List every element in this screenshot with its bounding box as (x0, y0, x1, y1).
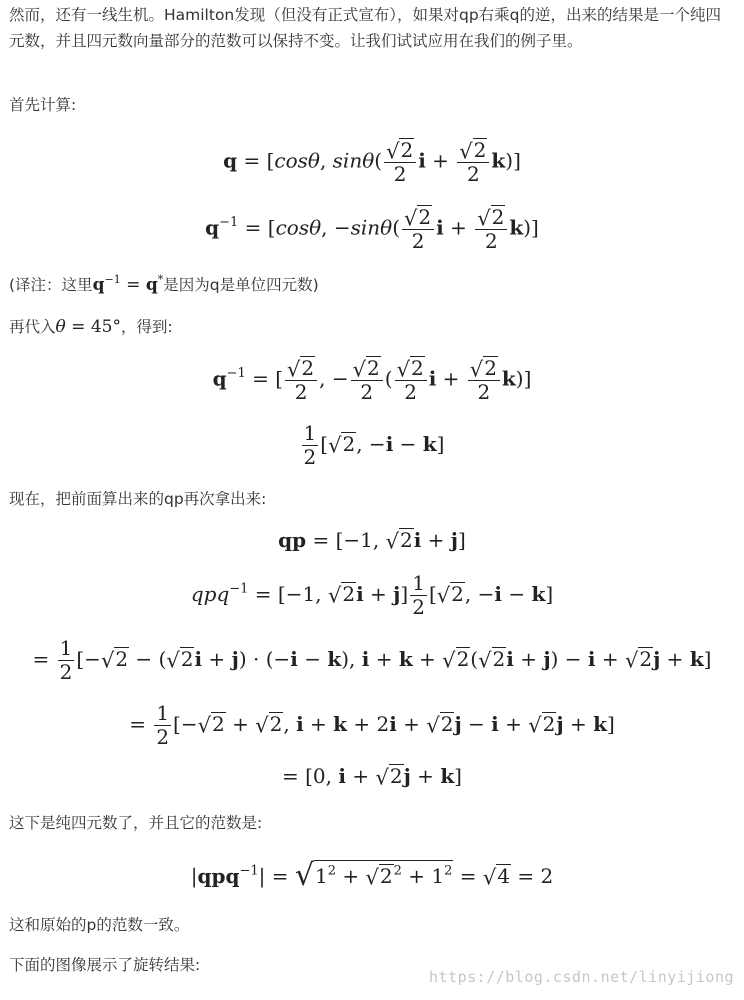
watermark: https://blog.csdn.net/linyijiong (429, 968, 734, 986)
intro-paragraph: 然而，还有一线生机。Hamilton发现（但没有正式宣布），如果对qp右乘q的逆，出来的结果是一个纯四元数，并且四元数向量部分的范数可以保持不变。让我们试试应用在我们的例子里。 (9, 6, 722, 50)
theta-value: θ = 45° (55, 317, 121, 337)
calc-heading: 首先计算: (9, 96, 77, 114)
equation-expansion-1: = $\frac{1}{2}$ [−√2 − (√2i + j) · (−i − k), i + k + √2(√2i + j) − i + √2j + k] (32, 636, 712, 684)
substitute-prefix: 再代入 (9, 318, 56, 336)
rotation-paragraph: 下面的图像展示了旋转结果: (9, 956, 201, 974)
substitute-suffix: ，得到: (120, 318, 173, 336)
now-paragraph: 现在，把前面算出来的qp再次拿出来: (9, 490, 267, 508)
equation-half-result: $\frac{1}{2}$ [√2, −i − k] (303, 421, 445, 469)
pure-paragraph: 这下是纯四元数了，并且它的范数是: (9, 814, 263, 832)
equation-q-inverse-45: $q^{-1}$ = [ $\frac{√2}{2}$ , − $\frac{√2}{2}$ ( $\frac{√2}{2}$ i + $\frac{√2}{2}$ k)] (212, 356, 532, 405)
substitute-line (9, 314, 735, 340)
equation-qp: qp = [−1, √2i + j] (278, 528, 466, 554)
equation-norm: $|qpq^{-1}| = √1^2 + √2^2 + 1^2 = √4 = 2$ (190, 857, 554, 893)
consistent-paragraph: 这和原始的p的范数一致。 (9, 916, 190, 934)
note-math: $q^{-1} = q^*$ (92, 272, 164, 295)
note-suffix: 是因为q是单位四元数) (163, 276, 319, 294)
equation-q-inverse: $q^{-1} = [\cos\theta$, −sinθ( $\frac{√2}{2}$ i + $\frac{√2}{2}$ k)] (205, 205, 539, 254)
equation-qpq-inverse: qpq$^{-1}$ = [−1, √2i + j] $\frac{1}{2}$ [√2, −i − k] (190, 571, 554, 619)
equation-q: q = [cosθ, sinθ( $\frac{√2}{2}$ i + $\frac{√2}{2}$ k)] (223, 138, 521, 187)
equation-expansion-2: = $\frac{1}{2}$ [−√2 + √2, i + k + 2i + √2j − i + √2j + k] (129, 701, 615, 749)
equation-final: = [0, i + √2j + k] (282, 764, 462, 790)
note-prefix: (译注：这里 (9, 276, 93, 294)
translator-note (9, 272, 735, 298)
